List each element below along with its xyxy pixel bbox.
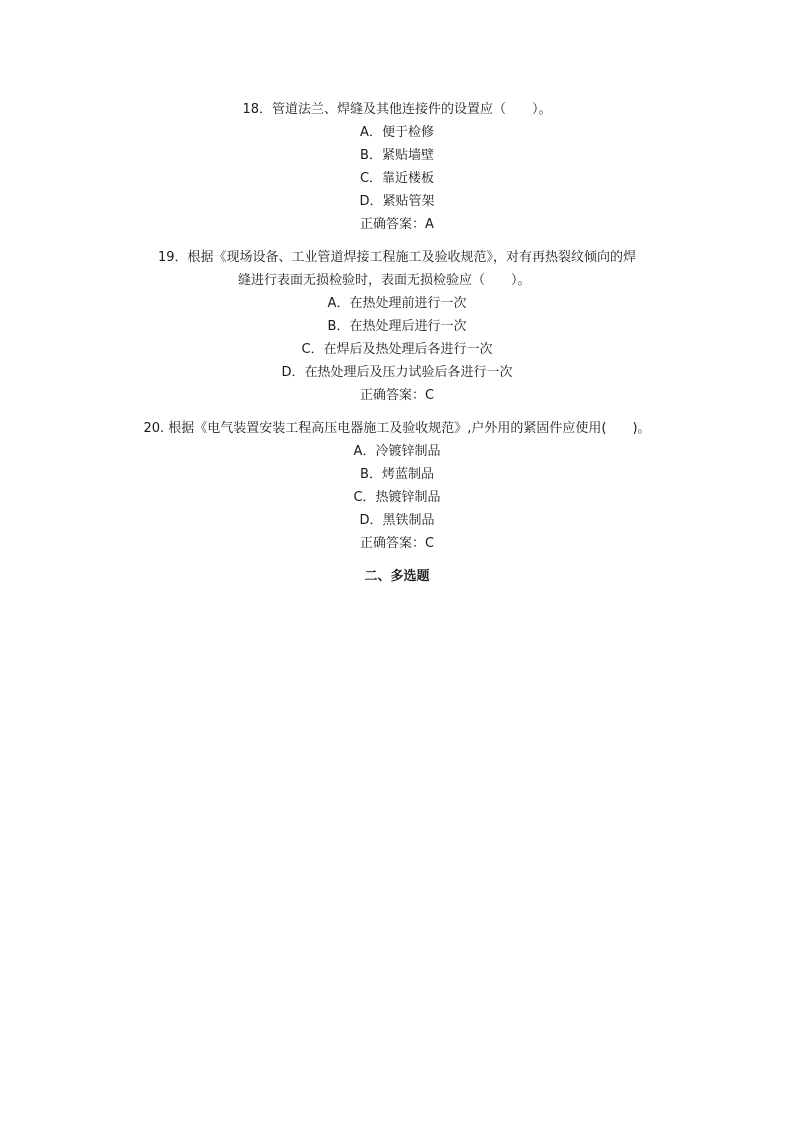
question-19-option-d: D．在热处理后及压力试验后各进行一次 [281, 365, 513, 380]
question-18-stem: 18．管道法兰、焊缝及其他连接件的设置应（ ）。 [242, 102, 552, 117]
question-18-answer: 正确答案：A [360, 217, 434, 232]
question-18-option-c: C．靠近楼板 [359, 171, 435, 186]
question-19-answer: 正确答案：C [359, 388, 435, 403]
question-20-option-a: A．冷镀锌制品 [353, 444, 441, 459]
question-20-answer: 正确答案：C [359, 536, 435, 551]
question-18-option-a: A．便于检修 [360, 125, 434, 140]
question-19-stem-line-2: 缝进行表面无损检验时，表面无损检验应（ ）。 [238, 273, 531, 288]
question-19-stem-line-1: 19．根据《现场设备、工业管道焊接工程施工及验收规范》，对有再热裂纹倾向的焊 [157, 250, 637, 265]
section-heading: 二、多选题 [364, 569, 430, 584]
question-20-option-d: D．黑铁制品 [359, 513, 435, 528]
question-20-stem: 20. 根据《电气装置安装工程高压电器施工及验收规范》,户外用的紧固件应使用( )。 [143, 421, 651, 436]
question-19-option-c: C．在焊后及热处理后各进行一次 [301, 342, 493, 357]
question-18-option-b: B．紧贴墙壁 [360, 148, 434, 163]
question-20-option-b: B．烤蓝制品 [360, 467, 434, 482]
question-19-option-a: A．在热处理前进行一次 [327, 296, 467, 311]
question-20-option-c: C．热镀锌制品 [353, 490, 441, 505]
question-18-option-d: D．紧贴管架 [359, 194, 435, 209]
question-19-option-b: B．在热处理后进行一次 [327, 319, 467, 334]
